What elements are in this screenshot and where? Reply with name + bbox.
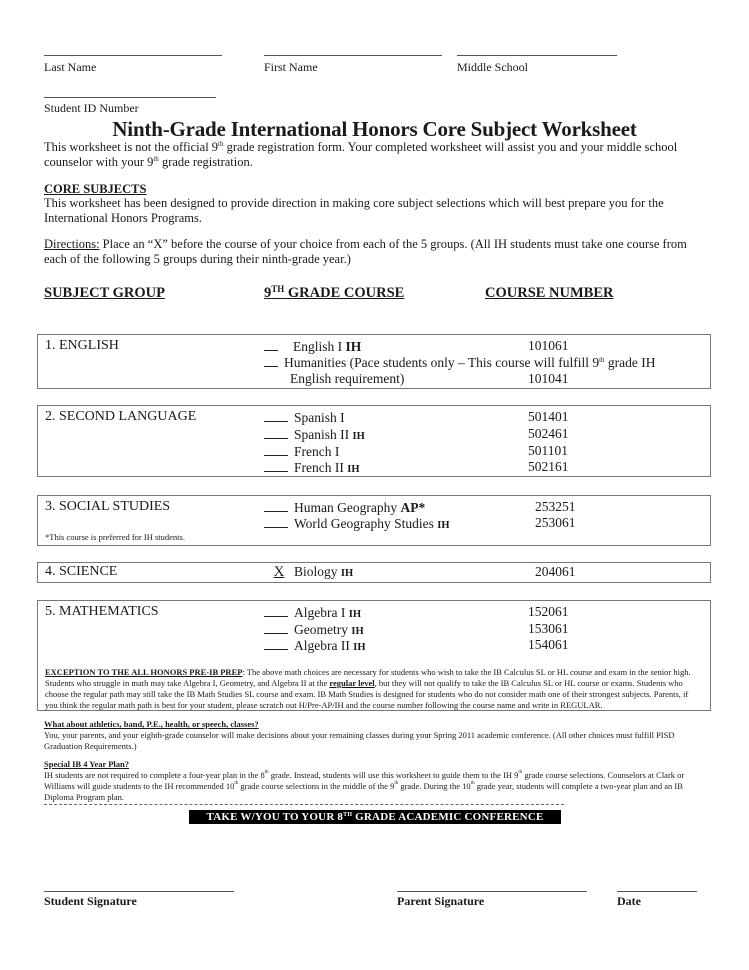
course-name: English I bbox=[293, 339, 346, 354]
course-name: French II bbox=[294, 460, 348, 475]
course-tag: IH bbox=[345, 339, 362, 354]
exception-text: , but they will not qualify to take the IB Calculus SL or HL course or exams. Students who choose the regular path may still take the IB Math Studies SL course and exam. IB Math Studies is designed for students who do not consider math one of their strongest subjects. Parents, if you think the regular math path is best for your student, please scratch out H/Pre-AP/IH and the course number following the course name and write in REGULAR. bbox=[45, 678, 689, 710]
date-line[interactable] bbox=[617, 891, 697, 892]
page-title: Ninth-Grade International Honors Core Subject Worksheet bbox=[112, 117, 637, 141]
superscript: th bbox=[599, 356, 605, 364]
student-signature-line[interactable] bbox=[44, 891, 234, 892]
selection-blank[interactable] bbox=[264, 459, 288, 472]
selection-blank[interactable] bbox=[264, 338, 278, 351]
core-subjects-text: This worksheet has been designed to provide direction in making core subject selections which will best prepare you for the International Honors Programs. bbox=[44, 196, 664, 225]
ib-text: grade course selections in the middle of the 9 bbox=[238, 781, 395, 791]
group-social-studies bbox=[37, 495, 711, 546]
intro-text: This worksheet is not the official 9 bbox=[44, 140, 219, 154]
column-text: GRADE COURSE bbox=[284, 285, 405, 301]
selection-blank[interactable] bbox=[264, 409, 288, 422]
course-tag: IH bbox=[348, 609, 361, 620]
ib-plan-text bbox=[44, 770, 706, 803]
parent-signature-label: Parent Signature bbox=[397, 894, 485, 908]
banner-text: GRADE ACADEMIC CONFERENCE bbox=[352, 811, 544, 823]
group-label: 4. SCIENCE bbox=[45, 564, 118, 579]
course-tag: IH bbox=[352, 431, 365, 442]
banner-text: TAKE W/YOU TO YOUR 8 bbox=[206, 811, 344, 823]
dashed-divider bbox=[44, 804, 564, 805]
superscript: th bbox=[153, 155, 159, 163]
course-number: 152061 bbox=[528, 604, 569, 619]
intro-paragraph bbox=[44, 140, 684, 170]
course-name: French I bbox=[294, 444, 340, 459]
course-row bbox=[264, 459, 360, 476]
athletics-heading: What about athletics, band, P.E., health, or speech, classes? bbox=[44, 719, 259, 729]
course-number: 101041 bbox=[528, 371, 569, 386]
student-id-line[interactable] bbox=[44, 97, 216, 98]
math-exception-note bbox=[45, 667, 703, 711]
ib-text: grade year, students will complete a two-year plan and an IB Diploma Program plan. bbox=[44, 781, 683, 802]
course-name: Humanities (Pace students only – This course will fulfill 9 bbox=[284, 355, 600, 370]
parent-signature-line[interactable] bbox=[397, 891, 587, 892]
first-name-label: First Name bbox=[264, 60, 318, 74]
course-tag: IH bbox=[353, 642, 366, 653]
course-tag: IH bbox=[340, 568, 354, 579]
superscript: th bbox=[218, 140, 224, 148]
middle-school-line[interactable] bbox=[457, 55, 617, 56]
preferred-note: *This course is preferred for IH students. bbox=[45, 532, 185, 542]
selection-blank[interactable] bbox=[264, 637, 288, 650]
intro-text: counselor with your 9 bbox=[44, 155, 154, 169]
column-text: 9 bbox=[264, 285, 272, 301]
course-number: 502461 bbox=[528, 426, 569, 441]
column-subject-group: SUBJECT GROUP bbox=[44, 285, 165, 301]
course-row bbox=[264, 409, 345, 426]
group-label: 5. MATHEMATICS bbox=[45, 604, 159, 619]
group-english bbox=[37, 334, 711, 389]
course-number: 253061 bbox=[535, 515, 576, 530]
course-number: 153061 bbox=[528, 621, 569, 636]
superscript: TH bbox=[343, 812, 353, 818]
course-row bbox=[270, 564, 353, 581]
course-name: Spanish II bbox=[294, 427, 353, 442]
middle-school-label: Middle School bbox=[457, 60, 528, 74]
selection-blank[interactable] bbox=[264, 426, 288, 439]
course-number: 154061 bbox=[528, 637, 569, 652]
course-row bbox=[264, 426, 365, 443]
selection-blank[interactable] bbox=[264, 604, 288, 617]
course-name: Geometry bbox=[294, 622, 352, 637]
date-label: Date bbox=[617, 894, 641, 908]
superscript: th bbox=[264, 770, 269, 775]
course-name: World Geography Studies bbox=[294, 516, 438, 531]
athletics-text: You, your parents, and your eighth-grade counselor will make decisions about your remaining classes during your Spring 2011 academic conference. (All other choices must fulfill PISD Graduation Requirements.) bbox=[44, 730, 675, 751]
selection-mark[interactable]: X bbox=[273, 564, 285, 580]
course-name: Algebra I bbox=[294, 605, 349, 620]
group-mathematics bbox=[37, 600, 711, 711]
column-course-number: COURSE NUMBER bbox=[485, 285, 614, 301]
core-subjects-heading: CORE SUBJECTS bbox=[44, 182, 147, 196]
course-number: 101061 bbox=[528, 338, 569, 353]
course-number: 501101 bbox=[528, 443, 568, 458]
ib-text: IH students are not required to complete a four-year plan in the 8 bbox=[44, 770, 265, 780]
course-tag: IH bbox=[351, 626, 364, 637]
superscript: th bbox=[518, 770, 523, 775]
ib-text: grade. Instead, students will use this worksheet to guide them to the IH 9 bbox=[268, 770, 519, 780]
last-name-line[interactable] bbox=[44, 55, 222, 56]
course-tag: IH bbox=[437, 520, 450, 531]
ib-text: grade. During the 10 bbox=[398, 781, 471, 791]
superscript: th bbox=[234, 781, 239, 786]
course-name: Human Geography bbox=[294, 500, 401, 515]
course-tag: AP* bbox=[400, 500, 426, 515]
ib-text: grade course selections. Counselors at Clark or Williams will guide students to the IH recommended 10 bbox=[44, 770, 685, 791]
course-row bbox=[264, 515, 450, 532]
course-name: grade IH bbox=[604, 355, 656, 370]
course-row bbox=[264, 338, 361, 355]
course-row bbox=[264, 443, 339, 460]
course-name: Algebra II bbox=[294, 638, 354, 653]
course-row bbox=[264, 621, 364, 638]
exception-heading: EXCEPTION TO THE ALL HONORS PRE-IB PREP bbox=[45, 667, 243, 677]
superscript: TH bbox=[271, 284, 285, 294]
superscript: th bbox=[470, 781, 475, 786]
selection-blank[interactable] bbox=[264, 499, 288, 512]
course-number: 253251 bbox=[535, 499, 576, 514]
group-second-language bbox=[37, 405, 711, 477]
last-name-label: Last Name bbox=[44, 60, 97, 74]
exception-text: : The above math choices are necessary for students who wish to take the IB Calculus SL or HL course and exam in the senior high. Students who struggle in math may take Algebra I, Geometry, and Algebra II at the bbox=[45, 667, 691, 688]
student-id-label: Student ID Number bbox=[44, 101, 139, 115]
ib-plan-heading: Special IB 4 Year Plan? bbox=[44, 759, 130, 769]
superscript: th bbox=[394, 781, 399, 786]
athletics-section bbox=[44, 719, 704, 752]
group-label: 1. ENGLISH bbox=[45, 338, 119, 353]
exception-emphasis: regular level bbox=[329, 678, 375, 688]
course-number: 204061 bbox=[535, 564, 576, 579]
course-row bbox=[264, 354, 656, 371]
directions-paragraph bbox=[44, 237, 689, 267]
course-row-continued: English requirement) bbox=[290, 371, 405, 386]
column-grade-course bbox=[264, 285, 404, 302]
student-signature-label: Student Signature bbox=[44, 894, 137, 908]
directions-label: Directions: bbox=[44, 237, 100, 251]
course-name: Spanish I bbox=[294, 410, 345, 425]
course-tag: IH bbox=[347, 464, 360, 475]
conference-banner bbox=[189, 810, 561, 824]
course-number: 502161 bbox=[528, 459, 569, 474]
course-number: 501401 bbox=[528, 409, 569, 424]
group-science bbox=[37, 562, 711, 583]
ib-plan-section bbox=[44, 759, 706, 803]
course-name: Biology bbox=[294, 564, 341, 579]
group-label: 2. SECOND LANGUAGE bbox=[45, 409, 197, 424]
course-row bbox=[264, 604, 361, 621]
course-row bbox=[264, 637, 366, 654]
selection-blank[interactable] bbox=[264, 515, 288, 528]
course-row bbox=[264, 499, 425, 516]
intro-text: grade registration form. Your completed worksheet will assist you and your middle school bbox=[223, 140, 678, 154]
directions-text: Place an “X” before the course of your choice from each of the 5 groups. (All IH students must take one course from each of the following 5 groups during their ninth-grade year.) bbox=[44, 237, 687, 266]
group-label: 3. SOCIAL STUDIES bbox=[45, 499, 171, 514]
first-name-line[interactable] bbox=[264, 55, 442, 56]
selection-blank[interactable] bbox=[264, 621, 288, 634]
selection-blank[interactable] bbox=[264, 354, 278, 367]
selection-blank[interactable] bbox=[264, 443, 288, 456]
intro-text: grade registration. bbox=[158, 155, 253, 169]
